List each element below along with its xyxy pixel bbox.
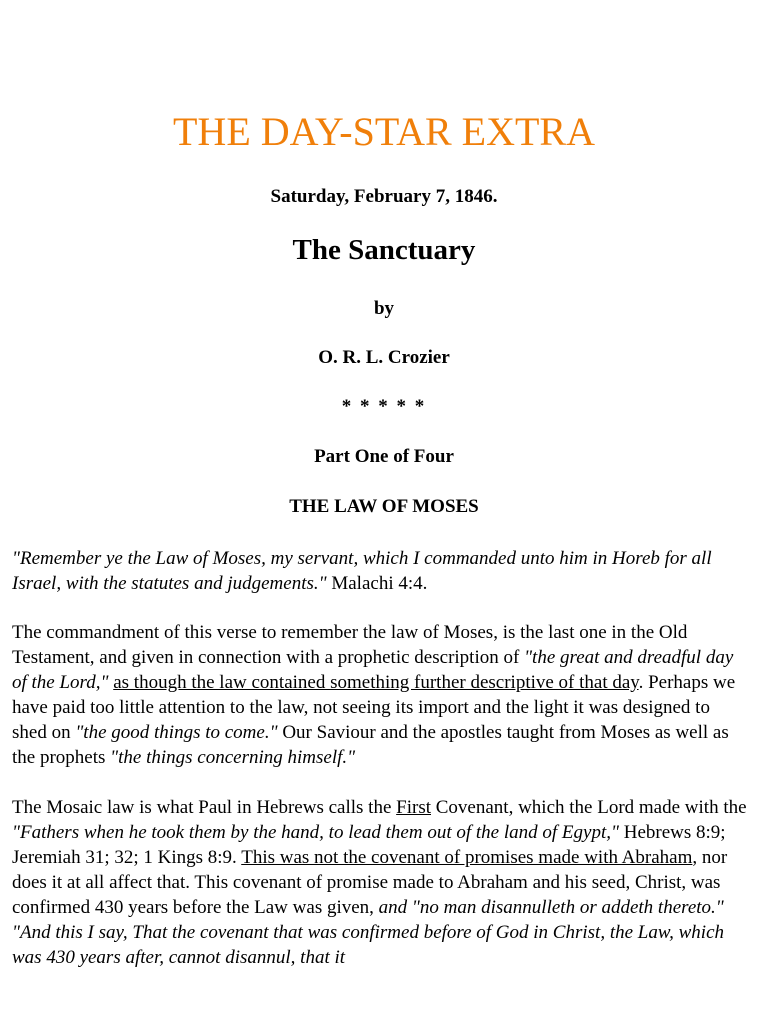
section-separator: * * * * * xyxy=(341,396,427,417)
part-label: Part One of Four xyxy=(314,446,454,467)
masthead-title: THE DAY-STAR EXTRA xyxy=(173,109,595,154)
paragraph-1 xyxy=(12,546,748,596)
paragraph-2 xyxy=(12,620,748,770)
paragraph-3-segment: , nor does it at all affect that. This covenant of promise made to Abraham and his seed, Christ, was confirmed 430 years before the Law was given, xyxy=(12,847,728,918)
paragraph-3-segment: First xyxy=(396,797,431,818)
paragraph-3-segment: This was not the covenant of promises made with Abraham xyxy=(241,847,693,868)
paragraph-3-segment: Hebrews 8:9; Jeremiah 31; 32; 1 Kings 8:9. xyxy=(12,822,726,868)
paragraph-3-segment: "Fathers when he took them by the hand, to lead them out of the land of Egypt," xyxy=(12,822,619,843)
paragraph-3-segment: The Mosaic law is what Paul in Hebrews calls the xyxy=(12,797,397,818)
paragraph-3 xyxy=(12,795,748,970)
paragraph-2-segment: "the things concerning himself." xyxy=(110,747,356,768)
paragraph-1-segment: Malachi 4:4. xyxy=(326,573,428,594)
publication-date: Saturday, February 7, 1846. xyxy=(270,186,498,207)
paragraph-1-segment: "Remember ye the Law of Moses, my servant, which I commanded unto him in Horeb for all Israel, with the statutes and judgements." xyxy=(12,548,712,594)
paragraph-2-segment: "the great and dreadful day of the Lord," xyxy=(12,647,734,693)
paragraph-3-segment: and "no man disannulleth or addeth thereto." "And this I say, That the covenant that was confirmed before of God in Christ, the Law, which was 430 years after, cannot disannul, that it xyxy=(12,897,724,968)
paragraph-2-segment: The commandment of this verse to remember the law of Moses, is the last one in the Old Testament, and given in connection with a prophetic description of xyxy=(12,622,688,668)
paragraph-2-segment: . Perhaps we have paid too little attention to the law, not seeing its import and the light it was designed to shed on xyxy=(12,672,736,743)
paragraph-2-segment: Our Saviour and the apostles taught from Moses as well as the prophets xyxy=(12,722,729,768)
paragraph-2-segment: as though the law contained something further descriptive of that day xyxy=(113,672,639,693)
paragraph-3-segment: Covenant, which the Lord made with the xyxy=(431,797,747,818)
article-title: The Sanctuary xyxy=(292,234,476,266)
section-heading: THE LAW OF MOSES xyxy=(289,496,479,517)
author-name: O. R. L. Crozier xyxy=(318,347,450,368)
byline-label: by xyxy=(373,298,395,319)
paragraph-2-segment: "the good things to come." xyxy=(75,722,278,743)
